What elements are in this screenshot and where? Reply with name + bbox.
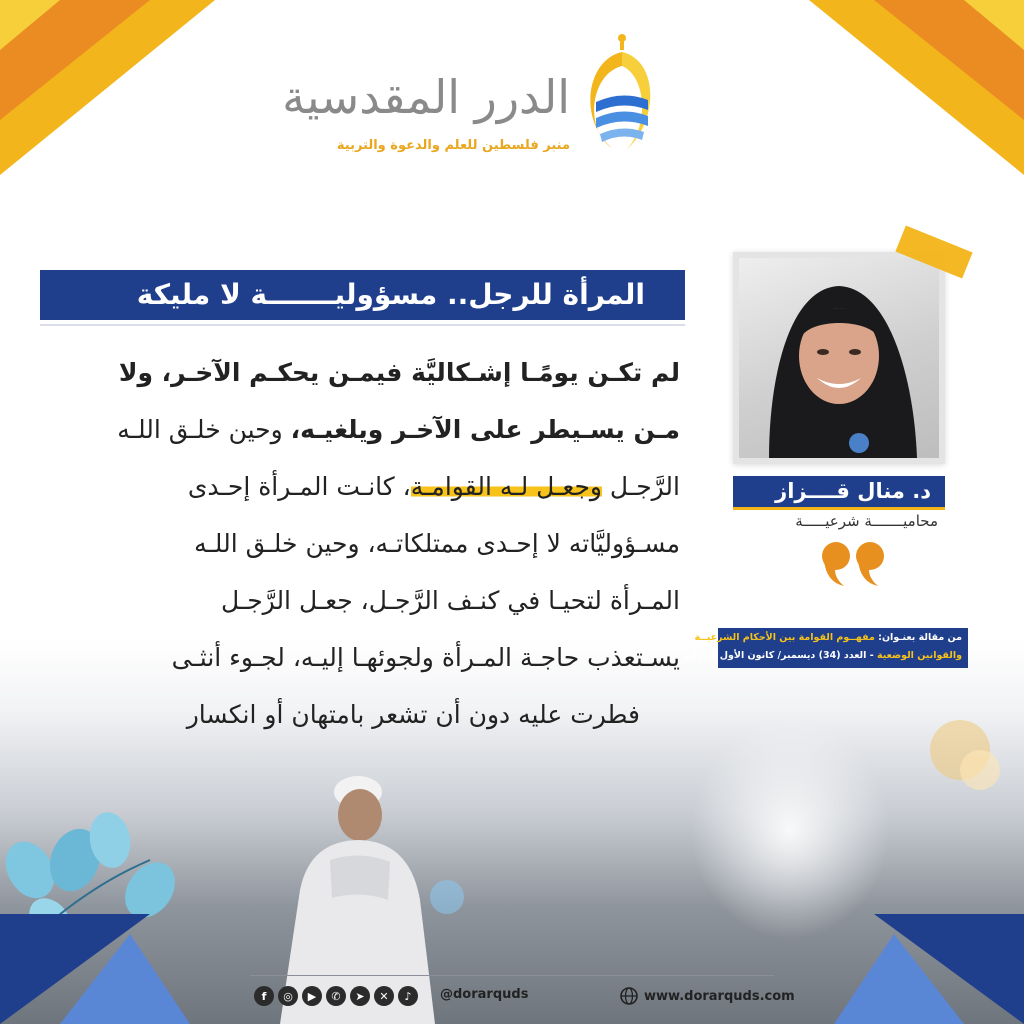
citation-line-1: [694, 632, 962, 643]
tiktok-icon[interactable]: ♪: [398, 986, 418, 1006]
body-text: المـرأة لتحيـا في كنـف الرَّجـل، جعـل الرَّجـل: [220, 586, 680, 615]
brand-logo: [282, 30, 670, 165]
bokeh-light: [960, 750, 1000, 790]
website-url[interactable]: www.dorarquds.com: [644, 988, 795, 1004]
whatsapp-icon[interactable]: ✆: [326, 986, 346, 1006]
author-portrait: [739, 258, 939, 458]
crescent-emblem-icon: [576, 30, 660, 160]
facebook-icon[interactable]: f: [254, 986, 274, 1006]
logo-slogan: منبر فلسطين للعلم والدعوة والتربية: [336, 138, 570, 153]
article-title-bar: [40, 270, 685, 324]
body-text: يسـتعذب حاجـة المـرأة ولجوئهـا إليـه، لجـوء أنثـى: [171, 643, 680, 672]
instagram-icon[interactable]: ◎: [278, 986, 298, 1006]
body-line: [40, 344, 680, 401]
window-light: [690, 720, 890, 940]
quote-mark-icon: [818, 538, 888, 588]
body-line: [40, 629, 680, 686]
twitter-icon[interactable]: ✕: [374, 986, 394, 1006]
citation-prefix: من مقالة بعنـوان:: [874, 632, 962, 643]
author-name-bar: [733, 476, 945, 510]
article-title: المرأة للرجل.. مسؤوليـــــــة لا مليكة: [136, 278, 645, 311]
body-text: الرَّجـل: [601, 472, 680, 501]
article-body: [40, 344, 680, 743]
highlighted-text: وجعـل لـه القوامـة: [410, 472, 602, 501]
globe-icon: [620, 987, 638, 1005]
author-photo: [733, 252, 945, 464]
body-text: وحين خلـق اللـه: [117, 415, 291, 444]
corner-decoration-bottom-left: [0, 914, 190, 1024]
body-line: [40, 515, 680, 572]
body-bold-text: لم تكـن يومًـا إشـكاليَّة فيمـن يحكـم الآخـر، ولا: [118, 358, 680, 387]
body-line: [40, 401, 680, 458]
body-line: [40, 686, 680, 743]
corner-decoration-top-left: [0, 0, 220, 180]
corner-decoration-bottom-right: [834, 914, 1024, 1024]
citation-title: والقوانين الوضعية: [876, 650, 962, 661]
body-text: فطرت عليه دون أن تشعر بامتهان أو انكسار: [186, 700, 640, 729]
body-line: [40, 458, 680, 515]
citation-title: مفهــوم القوامة بين الأحكام الشرعيــة: [694, 632, 875, 643]
telegram-icon[interactable]: ➤: [350, 986, 370, 1006]
body-text: مسـؤوليَّاته لا إحـدى ممتلكاتـه، وحين خلـق اللـه: [194, 529, 680, 558]
body-text: ، كانـت المـرأة إحـدى: [187, 472, 411, 501]
website-link[interactable]: [620, 985, 795, 1007]
source-citation: [683, 628, 968, 668]
corner-decoration-top-right: [804, 0, 1024, 180]
citation-issue: - العدد (34) ديسمبر/ كانون الأول 2024م: [683, 650, 877, 661]
social-handle[interactable]: @dorarquds: [440, 987, 529, 1002]
footer-divider: [250, 975, 774, 976]
body-line: [40, 572, 680, 629]
author-name: د. منال قــــزاز: [775, 479, 931, 503]
author-role: محاميـــــــة شرعيـــــة: [795, 512, 938, 530]
social-links: [254, 986, 418, 1008]
logo-title: الدرر المقدسية: [282, 70, 570, 124]
youtube-icon[interactable]: ▶: [302, 986, 322, 1006]
citation-line-2: [683, 650, 962, 661]
body-bold-text: مـن يسـيطر على الآخـر ويلغيـه،: [290, 415, 680, 444]
